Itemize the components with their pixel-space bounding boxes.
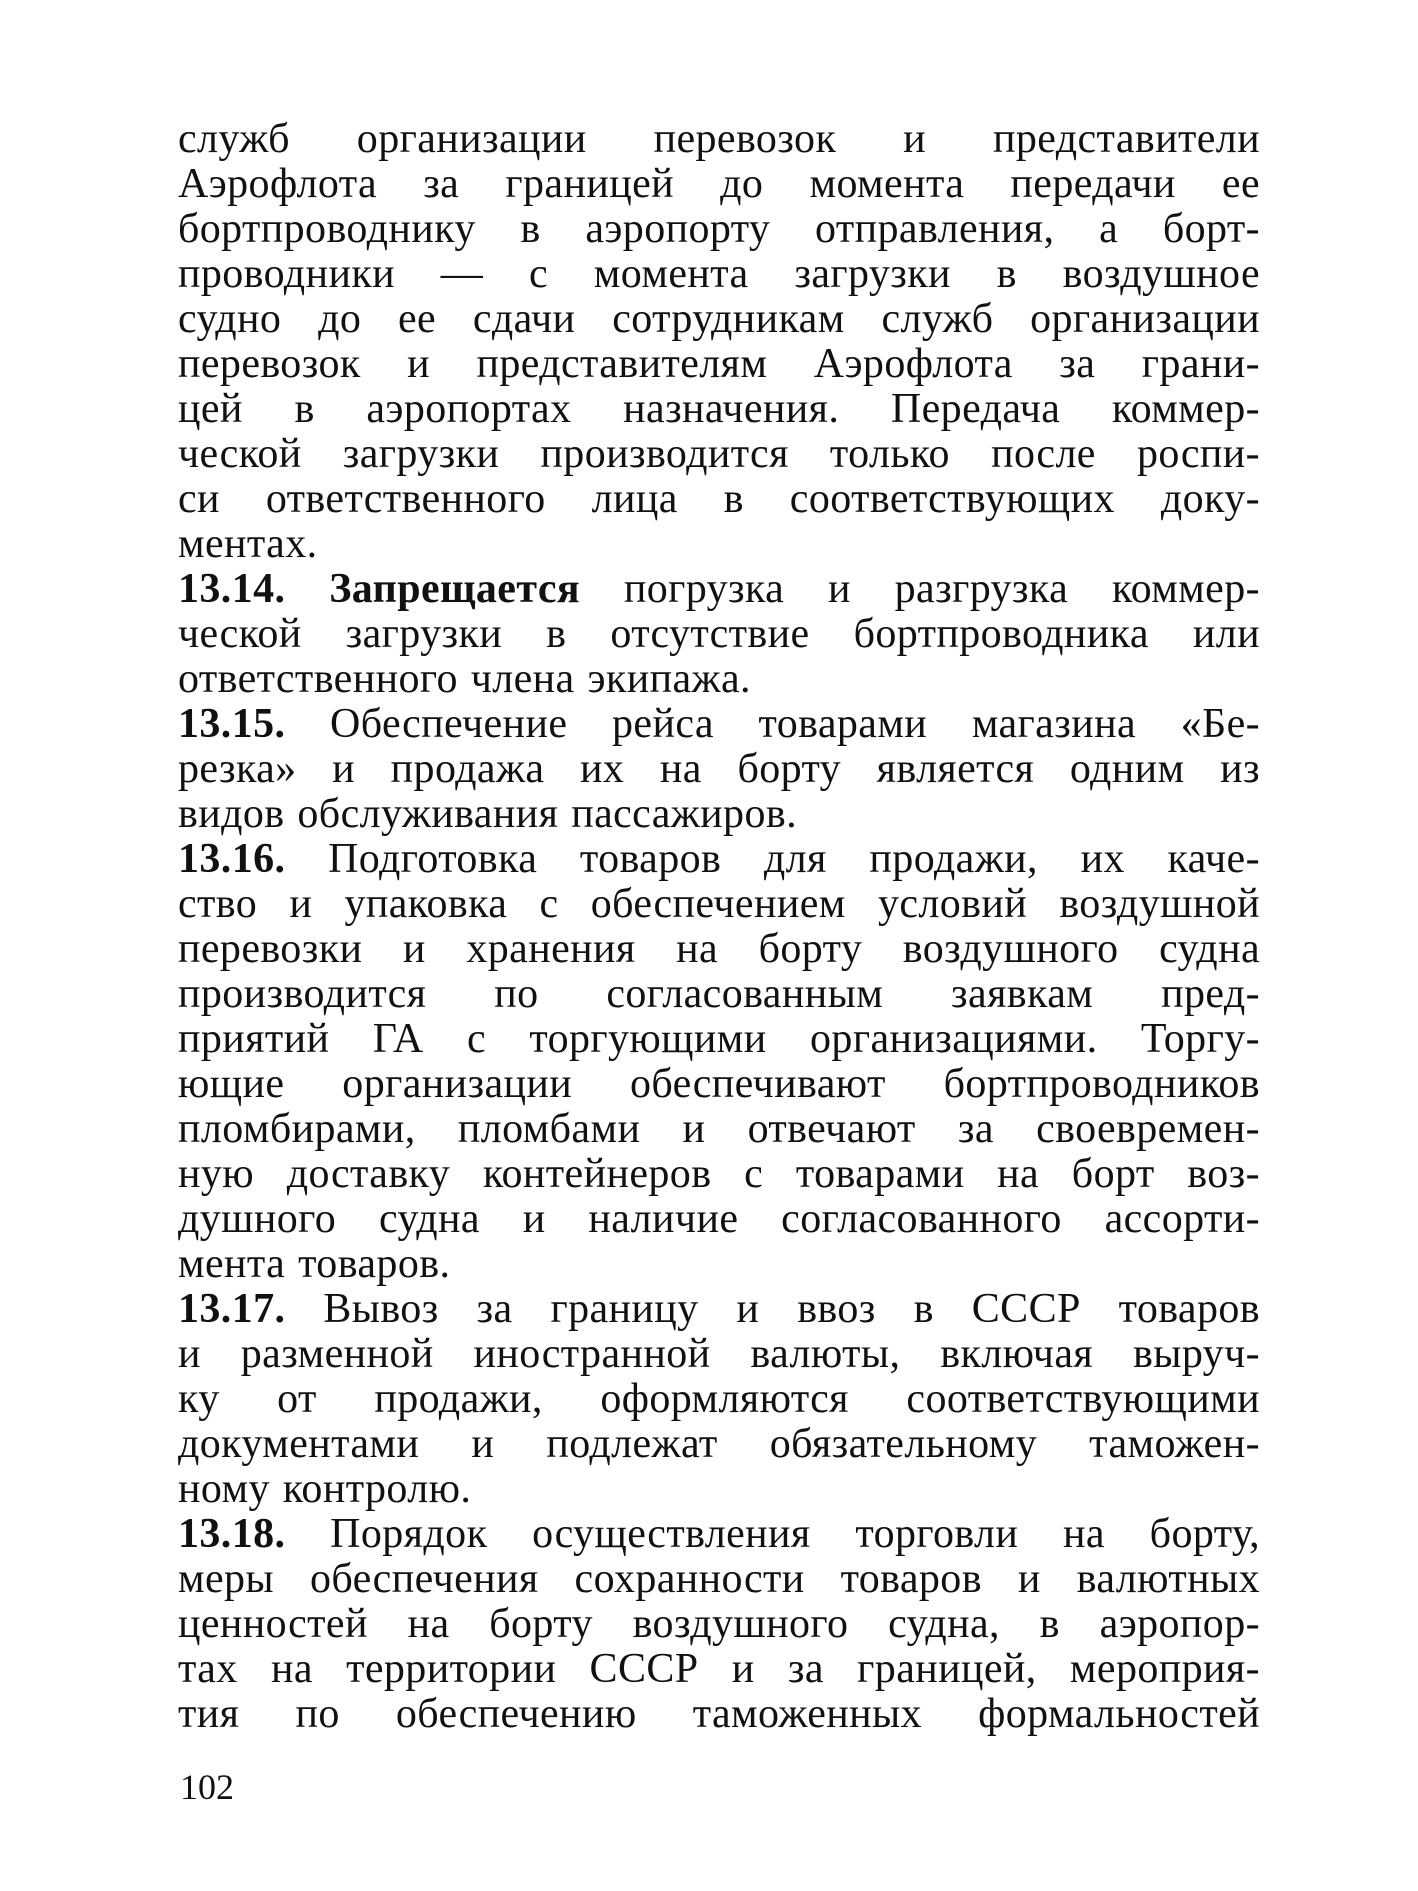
text-fragment: Обеспечение рейса товарами магазина «Бе- (285, 701, 1260, 747)
text-fragment: Порядок осуществления торговли на борту, (285, 1511, 1260, 1557)
text-fragment: погрузка и разгрузка коммер- (580, 566, 1260, 612)
text-line: ческой загрузки в отсутствие бортпроводника или (178, 611, 1260, 657)
text-line: ную доставку контейнеров с товарами на борт воз- (178, 1151, 1260, 1197)
text-line: ческой загрузки производится только после роспи- (178, 431, 1260, 477)
text-line: бортпроводнику в аэропорту отправления, а борт- (178, 206, 1260, 252)
paragraph-number: 13.17. (178, 1286, 286, 1332)
text-line: резка» и продажа их на борту является одним из (178, 746, 1260, 792)
text-line: цей в аэропортах назначения. Передача коммер- (178, 386, 1260, 432)
paragraph-number: 13.15. (178, 701, 286, 747)
text-line: перевозки и хранения на борту воздушного судна (178, 926, 1260, 972)
page-number: 102 (180, 1767, 234, 1807)
text-line: ментах. (178, 521, 318, 567)
text-line: ющие организации обеспечивают бортпроводников (178, 1061, 1260, 1107)
paragraph-13-16-first-line (178, 837, 1260, 882)
text-line: ство и упаковка с обеспечением условий воздушной (178, 881, 1260, 927)
text-line: мента товаров. (178, 1241, 451, 1287)
paragraph-number: 13.16. (178, 836, 286, 882)
text-line: Аэрофлота за границей до момента передачи ее (178, 161, 1260, 207)
text-line: тах на территории СССР и за границей, мероприя- (178, 1646, 1260, 1692)
text-line: ответственного члена экипажа. (178, 656, 751, 702)
text-line: служб организации перевозок и представители (178, 116, 1260, 162)
text-line: проводники — с момента загрузки в воздушное (178, 251, 1260, 297)
text-line: документами и подлежат обязательному таможен- (178, 1421, 1260, 1467)
text-line: ценностей на борту воздушного судна, в аэропор- (178, 1601, 1260, 1647)
paragraph-13-14-first-line (178, 567, 1260, 612)
text-line: перевозок и представителям Аэрофлота за грани- (178, 341, 1260, 387)
text-line: видов обслуживания пассажиров. (178, 791, 797, 837)
text-line: судно до ее сдачи сотрудникам служб организации (178, 296, 1260, 342)
paragraph-number: 13.18. (178, 1511, 286, 1557)
body-text (178, 117, 1260, 1737)
text-line: ку от продажи, оформляются соответствующими (178, 1376, 1260, 1422)
text-line: ному контролю. (178, 1466, 472, 1512)
text-fragment: Вывоз за границу и ввоз в СССР товаров (285, 1286, 1260, 1332)
paragraph-13-18-first-line (178, 1512, 1260, 1557)
text-line: производится по согласованным заявкам пред- (178, 971, 1260, 1017)
paragraph-13-15-first-line (178, 702, 1260, 747)
text-line: душного судна и наличие согласованного ассорти- (178, 1196, 1260, 1242)
text-line: пломбирами, пломбами и отвечают за своевремен- (178, 1106, 1260, 1152)
emphasis-word: Запрещается (329, 566, 581, 612)
paragraph-number: 13.14. (178, 566, 286, 612)
text-line: меры обеспечения сохранности товаров и валютных (178, 1556, 1260, 1602)
paragraph-13-17-first-line (178, 1287, 1260, 1332)
text-fragment: Подготовка товаров для продажи, их каче- (285, 836, 1260, 882)
text-line: приятий ГА с торгующими организациями. Торгу- (178, 1016, 1260, 1062)
text-line: си ответственного лица в соответствующих доку- (178, 476, 1260, 522)
text-line: и разменной иностранной валюты, включая выруч- (178, 1331, 1260, 1377)
text-line: тия по обеспечению таможенных формальностей (178, 1691, 1260, 1737)
